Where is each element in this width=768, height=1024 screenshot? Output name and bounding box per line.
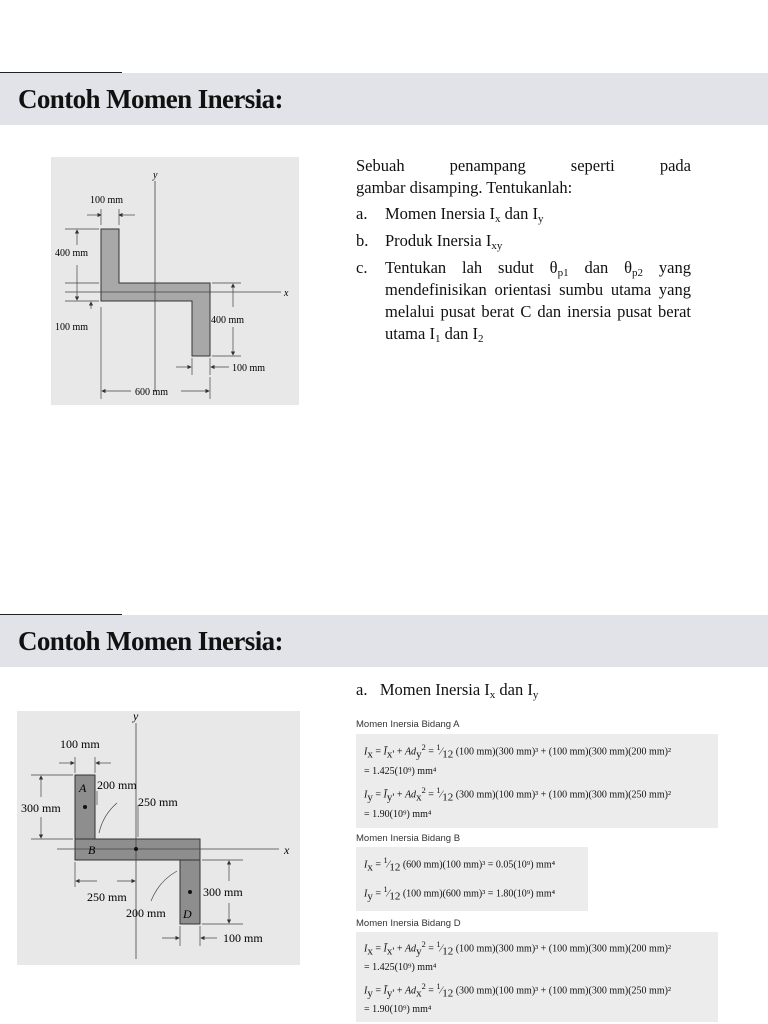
dim-left-lower: 100 mm <box>55 322 89 333</box>
y-axis-label: y <box>153 170 158 181</box>
slide-title: Contoh Momen Inersia: <box>18 626 283 656</box>
dim-right-height: 400 mm <box>211 315 245 326</box>
z-section-parts-diagram <box>17 711 300 965</box>
dim-300-left: 300 mm <box>21 801 61 815</box>
section-label-d: Momen Inersia Bidang D <box>356 918 461 929</box>
dim-250-bottom: 250 mm <box>87 890 127 904</box>
label-A: A <box>79 781 87 795</box>
dim-bottom-width: 600 mm <box>135 387 169 398</box>
eq-d-iy-result: = 1.90(10⁹) mm⁴ <box>364 1004 432 1015</box>
dim-right-width: 100 mm <box>232 363 266 374</box>
intro-line-2: gambar disamping. Tentukanlah: <box>356 178 573 197</box>
list-item-c: c. Tentukan lah sudut $\theta_{p1}$ dan $\theta_{p2}$ yang mendefinisikan orientasi sumbu utama yang melalui pusat berat C dan inersia pusat berat utama $I_1$ dan $I_2$ <box>356 258 691 345</box>
dim-100-bottom: 100 mm <box>223 931 263 945</box>
section-label-b: Momen Inersia Bidang B <box>356 833 461 844</box>
dim-100-top: 100 mm <box>60 737 100 751</box>
y-axis-label: y <box>133 711 139 723</box>
eq-b-ix: $I_x$ = $^1⁄_{12}$ (600 mm)(100 mm)³ = 0.05(10⁹) mm⁴ <box>364 856 556 874</box>
intro-line-1: Sebuah penampang seperti pada <box>356 156 691 175</box>
eq-a-ix: $I_x$ = $Ī_{x'} + Ad_y^2$ = $^1⁄_{12}$ (100 mm)(300 mm)³ + (100 mm)(300 mm)(200 mm)² <box>364 743 671 761</box>
z-section-parts-figure <box>17 711 300 965</box>
eq-d-ix: $I_x$ = $Ī_{x'} + Ad_y^2$ = $^1⁄_{12}$ (100 mm)(300 mm)³ + (100 mm)(300 mm)(200 mm)² <box>364 940 671 958</box>
part-a-heading: a. Momen Inersia $I_x$ dan $I_y$ <box>356 680 539 701</box>
eq-d-iy: $I_y$ = $Ī_{y'} + Ad_x^2$ = $^1⁄_{12}$ (300 mm)(100 mm)³ + (100 mm)(300 mm)(250 mm)² <box>364 982 671 1000</box>
equation-box-d <box>356 932 718 1022</box>
z-section-shape <box>101 229 210 356</box>
eq-d-ix-result: = 1.425(10⁹) mm⁴ <box>364 962 437 973</box>
x-axis-label: x <box>284 288 289 299</box>
equation-box-b <box>356 847 588 911</box>
eq-a-ix-result: = 1.425(10⁹) mm⁴ <box>364 766 437 777</box>
dim-300-right: 300 mm <box>203 885 243 899</box>
label-D: D <box>183 907 192 921</box>
eq-b-iy: $I_y$ = $^1⁄_{12}$ (100 mm)(600 mm)³ = 1.80(10⁹) mm⁴ <box>364 885 556 903</box>
list-item-b: b. Produk Inersia $I_{xy}$ <box>356 231 503 252</box>
eq-a-iy: $I_y$ = $Ī_{y'} + Ad_x^2$ = $^1⁄_{12}$ (300 mm)(100 mm)³ + (100 mm)(300 mm)(250 mm)² <box>364 786 671 804</box>
slide-title: Contoh Momen Inersia: <box>18 84 283 114</box>
dim-200-top: 200 mm <box>97 778 137 792</box>
x-axis-label: x <box>284 843 290 857</box>
dim-200-bottom: 200 mm <box>126 906 166 920</box>
equation-box-a <box>356 734 718 828</box>
problem-statement <box>356 155 691 350</box>
eq-a-iy-result: = 1.90(10⁹) mm⁴ <box>364 809 432 820</box>
section-label-a: Momen Inersia Bidang A <box>356 719 460 730</box>
list-item-a: a. Momen Inersia $I_x$ dan $I_y$ <box>356 204 544 225</box>
dim-left-height: 400 mm <box>55 248 89 259</box>
label-B: B <box>88 843 96 857</box>
z-section-figure <box>51 157 299 405</box>
dim-250-top: 250 mm <box>138 795 178 809</box>
z-section-diagram <box>51 157 299 405</box>
dim-top-width: 100 mm <box>90 195 124 206</box>
